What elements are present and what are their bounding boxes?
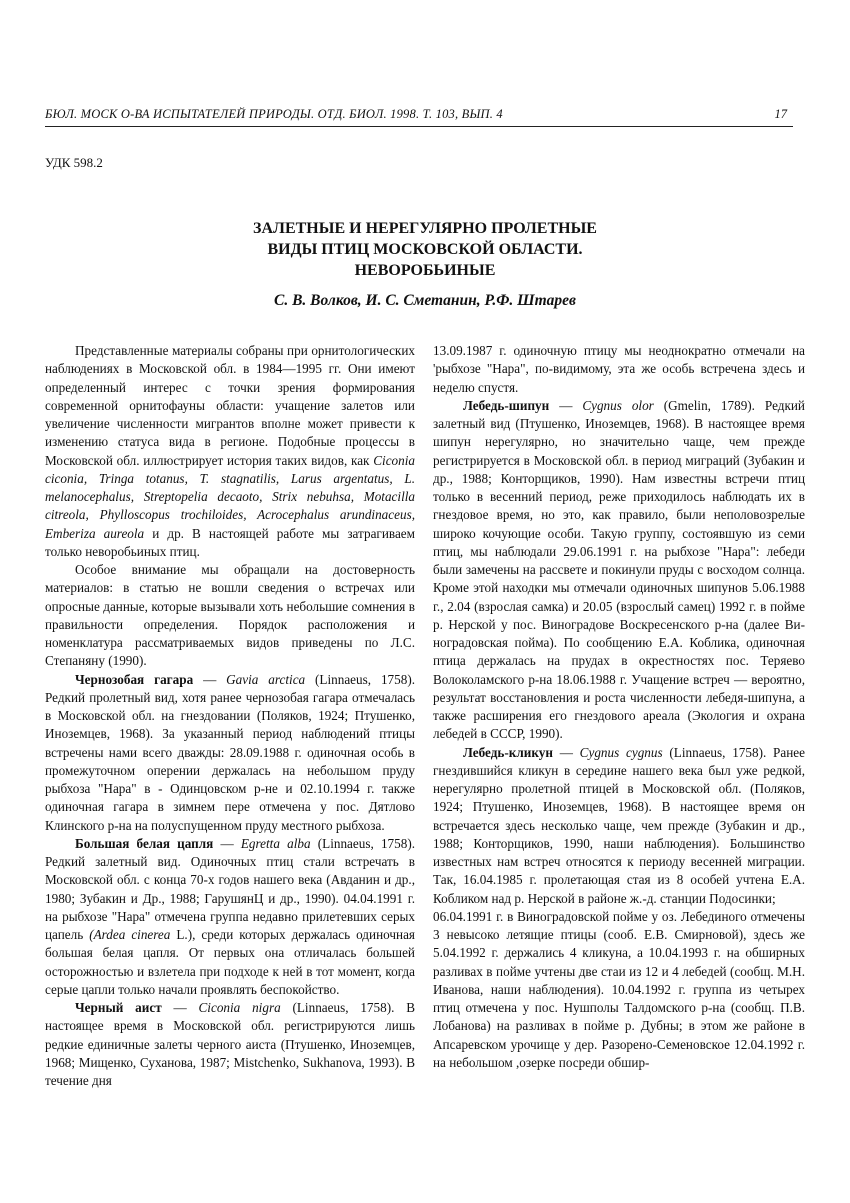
species-entry-egretta xyxy=(45,835,415,999)
species-name: Черный аист xyxy=(75,1000,162,1015)
latin-name: Gavia arctica xyxy=(226,671,306,687)
dash: — xyxy=(193,671,227,687)
species-name: Чернозобая гагара xyxy=(75,671,194,687)
dash: — xyxy=(213,835,241,851)
species-text: (Gmelin, 1789). Редкий залетный вид (Птушенко, Иноземцев, 1968). В настоящее время шипун нерегулярно, но значительно чаще, чем прежде регистрируется в Московской обл. в период миграций (Зубакин и др., 1988; Конторщиков, 1990). Нам известны встречи птиц только в весенний период, реже приходилось наблюдать их в гнездовое время, но это, как правило, были неполовозрелые широко кочующие особи. Такую группу, состоявшую из семи птиц, мы наблюдали 29.06.1991 г. на рыбхозе "Нара": лебеди были замечены на рассвете и покинули пруды с восходом солнца. Кроме этой находки мы отмечали одиночных шипунов 5.06.1988 г., 2.04 (взрослая самка) и 20.05 (взрослый самец) 1992 г. в пойме р. Нерской у пос. Виноградове Воскресенского р-на (далее Виноградовская пойма). По сообщению Е.А. Коблика, одиночная птица держалась на прудах в окрестностях пос. Теряево Волоколамского р-на 18.06.1988 г. Учащение встреч — вероятно, результат восстановления и роста численности лебедя-шипуна, а также расширения его гнездового ареала (Экология и охрана лебедей в СССР, 1990). xyxy=(433,397,805,742)
authors: С. В. Волков, И. С. Сметанин, Р.Ф. Штарев xyxy=(274,292,576,309)
intro-text-end: и др. В настоящей работе мы затрагиваем только неворобьиных птиц. xyxy=(45,525,415,559)
species-text: (Linnaeus, 1758). В настоящее время в Московской обл. регистрируются лишь редкие единичные залеты черного аиста (Птушенко, Иноземцев, 1968; Мищенко, Суханова, 1987; Mistchenko, Sukhanova, 1993). В течение дня xyxy=(45,1000,415,1088)
species-text-2: L.), среди которых держалась одиночная большая белая цапля. От первых она отличалась большей осторожностью и взлетела при подходе к ней в тот момент, когда серые цапли только начали проявлять беспокойство. xyxy=(45,927,415,997)
dash: — xyxy=(552,744,580,760)
species-name: Лебедь-кликун xyxy=(463,744,553,760)
intro-paragraph xyxy=(45,342,415,561)
continuation-paragraph: 13.09.1987 г. одиночную птицу мы неоднократно отмечали на 'рыбхозе "Нара", по-видимому, эта же особь встречена здесь и неделю спустя. xyxy=(433,343,805,395)
article-title xyxy=(45,218,805,281)
observations-paragraph: 06.04.1991 г. в Виноградовской пойме у оз. Лебединого отмечены 3 невысоко летящие птицы (сооб. Е.В. Смирновой), здесь же 5.04.1992 г. держались 4 кликуна, а 10.04.1993 г. на обширных разливах в пойме учтены две стаи из 12 и 4 лебедей (сообщ. М.Н. Иванова, наши наблюдения). 10.04.1992 г. группа из четырех птиц отмечена у пос. Нушполы Талдомского р-на (сообщ. П.В. Лобанова) на разливах в пойме р. Дубны; в этом же районе в Апсаревском урочище у дер. Разорено-Семеновское 12.04.1992 г. на небольшом ,озерке посреди обшир- xyxy=(433,908,805,1070)
species-entry-cygnus-cygnus xyxy=(433,744,805,908)
running-header xyxy=(45,104,793,127)
left-column xyxy=(45,342,415,1090)
dash: — xyxy=(549,397,583,413)
latin-name: Ciconia nigra xyxy=(198,1000,281,1015)
journal-citation: БЮЛ. МОСК О-ВА ИСПЫТАТЕЛЕЙ ПРИРОДЫ. ОТД. БИОЛ. 1998. Т. 103, ВЫП. 4 xyxy=(45,107,503,121)
latin-name: Egretta alba xyxy=(240,835,311,851)
species-entry-ciconia xyxy=(45,999,415,1090)
title-line-3: НЕВОРОБЬИНЫЕ xyxy=(354,262,496,279)
dash: — xyxy=(161,1000,199,1015)
intro-text: Представленные материалы собраны при орнитологических наблюдениях в Московской обл. в 1984—1995 гг. Они имеют определенный интерес с точки зрения формирования современной орнитофауны области: учащение залетов или увеличение численности мигрантов вполне может привести к изменению статуса вида в регионе. Подобные процессы в Московской обл. иллюстрирует история таких видов, как xyxy=(45,343,415,468)
latin-name: Cygnus olor xyxy=(582,397,654,413)
title-line-1: ЗАЛЕТНЫЕ И НЕРЕГУЛЯРНО ПРОЛЕТНЫЕ xyxy=(253,220,597,237)
species-list: Ciconia ciconia, Tringa totanus, T. stagnatilis, Larus argentatus, L. melanocephalus, Streptopelia decaoto, Strix nebuhsa, Motacilla citreola, Phylloscopus trochiloides, Acrocephalus arundinaceus, Emberiza aureola xyxy=(45,452,415,541)
page-number: 17 xyxy=(774,107,787,121)
species-entry-cygnus-olor xyxy=(433,397,805,744)
latin-name-ardea: (Ardea cinerea xyxy=(89,927,171,942)
title-line-2: ВИДЫ ПТИЦ МОСКОВСКОЙ ОБЛАСТИ. xyxy=(267,241,583,258)
species-text: (Linnaeus, 1758). Редкий залетный вид. Одиночных птиц стали встречать в Московской обл. с конца 70-х годов нашего века (Авданин и др., 1980; Зубакин и Др., 1988; ГарушянЦ и др., 1990). 04.04.1991 г. на рыбхозе "Нара" отмечена группа недавно прилетевших серых цапель xyxy=(45,835,416,942)
latin-name: Cygnus cygnus xyxy=(579,744,663,760)
species-name: Лебедь-шипун xyxy=(463,397,550,413)
udk-code: УДК 598.2 xyxy=(45,155,103,170)
methods-paragraph: Особое внимание мы обращали на достоверность материалов: в статью не вошли сведения о встречах или опросные данные, которые вызывали хоть небольшие сомнения в правильности определения. Порядок расположения и номенклатура рассматриваемых видов приведены по Л.С. Степаняну (1990). xyxy=(45,562,415,669)
species-entry-gavia xyxy=(45,671,415,835)
species-name: Большая белая цапля xyxy=(75,835,214,851)
species-text: (Linnaeus, 1758). Редкий пролетный вид, хотя ранее чернозобая гагара отмечалась в Московской обл. на гнездовании (Поляков, 1924; Птушенко, Иноземцев, 1968). За указанный период наблюдений птицы встречены нами всего дважды: 28.09.1988 г. одиночная особь в промежуточном оперении держалась на небольшом пруду рыбхоза "Нара" в - Одинцовском р-не и 02.10.1994 г. также одиночная гагара в зимнем пере отмечена у пос. Дятлово Клинского р-на на полуспущенном пруду местного рыбхоза. xyxy=(45,671,416,833)
species-text: (Linnaeus, 1758). Ранее гнездившийся кликун в середине нашего века был уже редкой, нерегулярно пролетной птицей в Московской обл. (Поляков, 1924; Птушенко, Иноземцев, 1968). В настоящее время он встречается здесь несколько чаще, чем прежде (Зубакин и др., 1988; Конторщиков, 1990, наши наблюдения). Большинство известных нам встреч относятся к периоду весенней миграции. Так, 16.04.1985 г. пролетающая стая из 8 особей учтена Е.А. Кобликом над р. Нерской в районе ж.-д. станции Подосинки; xyxy=(433,744,806,906)
right-column xyxy=(433,342,805,1072)
